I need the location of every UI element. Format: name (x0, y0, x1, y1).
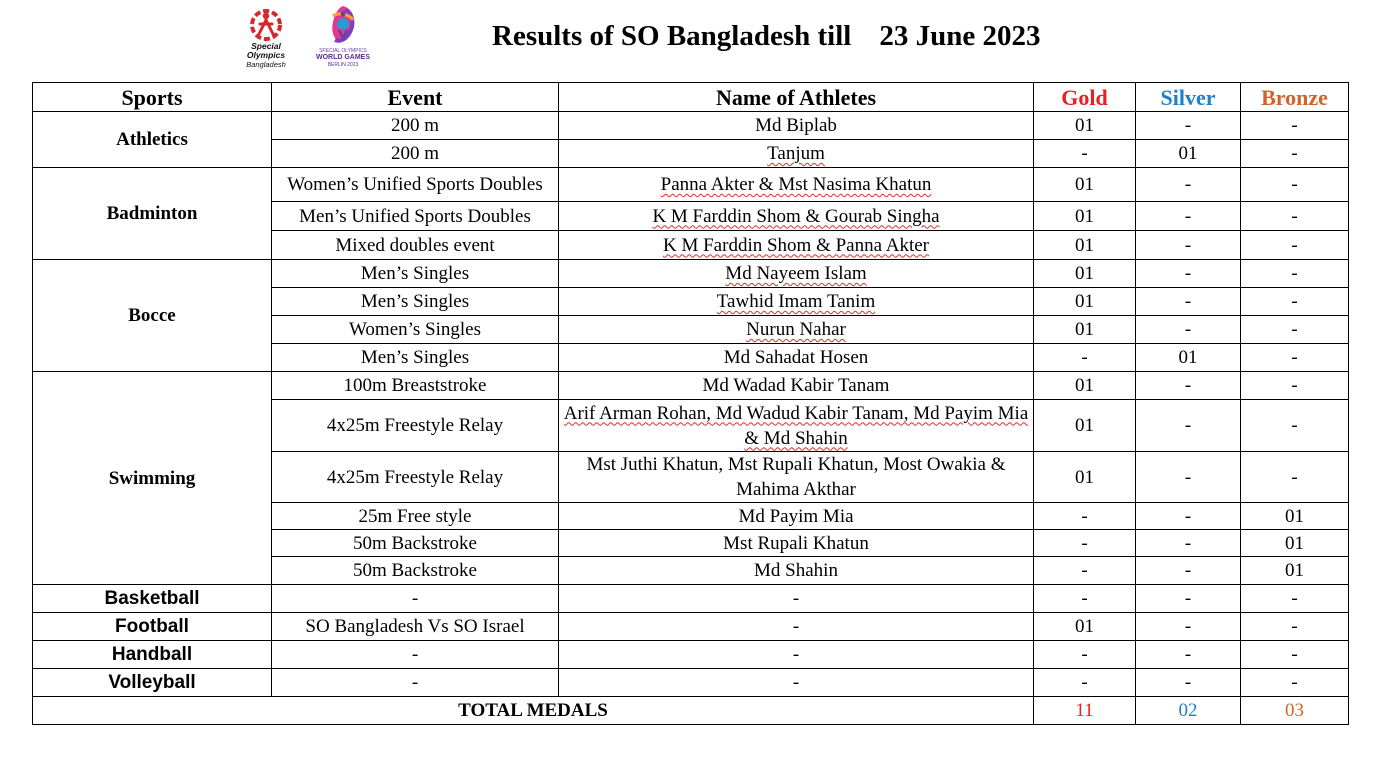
bronze-cell: - (1241, 452, 1349, 503)
sport-athletics: Athletics (33, 112, 272, 168)
silver-cell: - (1136, 669, 1241, 697)
table-row (33, 372, 1349, 400)
gold-cell: - (1034, 344, 1136, 372)
gold-cell: - (1034, 557, 1136, 585)
logo-so-line3: Bangladesh (246, 60, 286, 69)
page-title (492, 20, 1040, 53)
event-cell: Men’s Singles (272, 344, 559, 372)
event-cell: Men’s Singles (272, 260, 559, 288)
bronze-cell: - (1241, 288, 1349, 316)
table-row (33, 260, 1349, 288)
silver-cell: - (1136, 530, 1241, 557)
col-silver: Silver (1136, 83, 1241, 112)
sport-volleyball: Volleyball (33, 669, 272, 697)
world-games-emblem-icon (323, 2, 363, 48)
col-event: Event (272, 83, 559, 112)
event-cell: Men’s Singles (272, 288, 559, 316)
title-text: Results of SO Bangladesh till (492, 20, 852, 52)
bronze-cell: - (1241, 400, 1349, 452)
athletes-text: K M Farddin Shom & Gourab Singha (652, 205, 940, 227)
event-cell: - (272, 585, 559, 613)
gold-cell: - (1034, 530, 1136, 557)
silver-cell: - (1136, 112, 1241, 140)
silver-cell: - (1136, 585, 1241, 613)
athletes-cell (559, 168, 1034, 202)
athletes-text: K M Farddin Shom & Panna Akter (663, 234, 929, 256)
gold-cell: 01 (1034, 202, 1136, 231)
bronze-cell: - (1241, 112, 1349, 140)
athletes-cell (559, 260, 1034, 288)
silver-cell: - (1136, 641, 1241, 669)
silver-cell: - (1136, 231, 1241, 260)
col-bronze: Bronze (1241, 83, 1349, 112)
event-cell: 100m Breaststroke (272, 372, 559, 400)
event-cell: 200 m (272, 112, 559, 140)
results-table (32, 82, 1349, 725)
table-row (33, 112, 1349, 140)
athletes-text: Nurun Nahar (746, 319, 846, 340)
athletes-text: Arif Arman Rohan, Md Wadud Kabir Tanam, Md Payim Mia & Md Shahin (563, 402, 1029, 449)
bronze-cell: - (1241, 168, 1349, 202)
gold-cell: - (1034, 641, 1136, 669)
event-cell: Women’s Unified Sports Doubles (272, 168, 559, 202)
logo-so-line2: Olympics (246, 50, 286, 60)
sport-bocce: Bocce (33, 260, 272, 372)
logo-wg-line1: SPECIAL OLYMPICS (319, 48, 367, 54)
athletes-cell: - (559, 641, 1034, 669)
silver-cell: - (1136, 316, 1241, 344)
bronze-cell: - (1241, 669, 1349, 697)
silver-cell: - (1136, 503, 1241, 530)
athletes-cell: Md Shahin (559, 557, 1034, 585)
event-cell: - (272, 669, 559, 697)
athletes-cell: - (559, 613, 1034, 641)
bronze-cell: - (1241, 140, 1349, 168)
gold-cell: 01 (1034, 613, 1136, 641)
athletes-cell (559, 316, 1034, 344)
athletes-cell (559, 400, 1034, 452)
sport-handball: Handball (33, 641, 272, 669)
gold-cell: 01 (1034, 400, 1136, 452)
bronze-cell: - (1241, 260, 1349, 288)
totals-row (33, 697, 1349, 725)
total-medals-label: TOTAL MEDALS (33, 697, 1034, 725)
bronze-cell: - (1241, 231, 1349, 260)
silver-cell: - (1136, 613, 1241, 641)
event-cell: 200 m (272, 140, 559, 168)
bronze-cell: 01 (1241, 530, 1349, 557)
gold-cell: 01 (1034, 372, 1136, 400)
gold-cell: 01 (1034, 260, 1136, 288)
gold-cell: 01 (1034, 452, 1136, 503)
special-olympics-emblem-icon (248, 8, 284, 42)
table-row (33, 641, 1349, 669)
table-row (33, 168, 1349, 202)
athletes-cell: Md Biplab (559, 112, 1034, 140)
silver-cell: - (1136, 400, 1241, 452)
athletes-text: Panna Akter & Mst Nasima Khatun (660, 174, 932, 195)
event-cell: - (272, 641, 559, 669)
silver-cell: - (1136, 260, 1241, 288)
total-bronze: 03 (1241, 697, 1349, 725)
bronze-cell: - (1241, 613, 1349, 641)
sport-badminton: Badminton (33, 168, 272, 260)
gold-cell: - (1034, 140, 1136, 168)
table-row (33, 613, 1349, 641)
gold-cell: 01 (1034, 112, 1136, 140)
event-cell: SO Bangladesh Vs SO Israel (272, 613, 559, 641)
gold-cell: 01 (1034, 231, 1136, 260)
athletes-cell (559, 231, 1034, 260)
title-date: 23 June 2023 (879, 20, 1041, 52)
athletes-cell: Md Wadad Kabir Tanam (559, 372, 1034, 400)
special-olympics-bangladesh-logo (240, 8, 292, 76)
bronze-cell: 01 (1241, 557, 1349, 585)
gold-cell: - (1034, 669, 1136, 697)
bronze-cell: 01 (1241, 503, 1349, 530)
table-row (33, 669, 1349, 697)
athletes-cell (559, 202, 1034, 231)
athletes-cell: Mst Rupali Khatun (559, 530, 1034, 557)
total-gold: 11 (1034, 697, 1136, 725)
athletes-cell (559, 288, 1034, 316)
athletes-cell: - (559, 585, 1034, 613)
athletes-cell: Md Sahadat Hosen (559, 344, 1034, 372)
athletes-cell (559, 140, 1034, 168)
event-cell: Men’s Unified Sports Doubles (272, 202, 559, 231)
sport-basketball: Basketball (33, 585, 272, 613)
silver-cell: 01 (1136, 140, 1241, 168)
logo-wg-line2: WORLD GAMES (315, 54, 371, 61)
sport-swimming: Swimming (33, 372, 272, 585)
gold-cell: - (1034, 503, 1136, 530)
event-cell: 50m Backstroke (272, 530, 559, 557)
bronze-cell: - (1241, 202, 1349, 231)
sport-football: Football (33, 613, 272, 641)
silver-cell: - (1136, 557, 1241, 585)
logo-wg-line3: BERLIN 2023 (327, 62, 359, 68)
athletes-cell: - (559, 669, 1034, 697)
bronze-cell: - (1241, 316, 1349, 344)
silver-cell: 01 (1136, 344, 1241, 372)
gold-cell: 01 (1034, 288, 1136, 316)
athletes-text: Tawhid Imam Tanim (716, 291, 876, 312)
silver-cell: - (1136, 202, 1241, 231)
event-cell: 4x25m Freestyle Relay (272, 400, 559, 452)
header-row (33, 83, 1349, 112)
event-cell: 4x25m Freestyle Relay (272, 452, 559, 503)
bronze-cell: - (1241, 641, 1349, 669)
silver-cell: - (1136, 168, 1241, 202)
world-games-berlin-logo (314, 2, 372, 76)
gold-cell: 01 (1034, 316, 1136, 344)
col-sports: Sports (33, 83, 272, 112)
event-cell: Women’s Singles (272, 316, 559, 344)
silver-cell: - (1136, 452, 1241, 503)
athletes-cell: Md Payim Mia (559, 503, 1034, 530)
event-cell: Mixed doubles event (272, 231, 559, 260)
silver-cell: - (1136, 372, 1241, 400)
bronze-cell: - (1241, 372, 1349, 400)
bronze-cell: - (1241, 344, 1349, 372)
event-cell: 50m Backstroke (272, 557, 559, 585)
col-athletes: Name of Athletes (559, 83, 1034, 112)
event-cell: 25m Free style (272, 503, 559, 530)
logo-so-line1: Special (251, 41, 281, 51)
total-silver: 02 (1136, 697, 1241, 725)
athletes-cell: Mst Juthi Khatun, Mst Rupali Khatun, Most Owakia & Mahima Akthar (559, 452, 1034, 503)
col-gold: Gold (1034, 83, 1136, 112)
athletes-text: Tanjum (767, 143, 825, 164)
gold-cell: 01 (1034, 168, 1136, 202)
table-row (33, 585, 1349, 613)
silver-cell: - (1136, 288, 1241, 316)
bronze-cell: - (1241, 585, 1349, 613)
athletes-text: Md Nayeem Islam (725, 263, 867, 284)
gold-cell: - (1034, 585, 1136, 613)
